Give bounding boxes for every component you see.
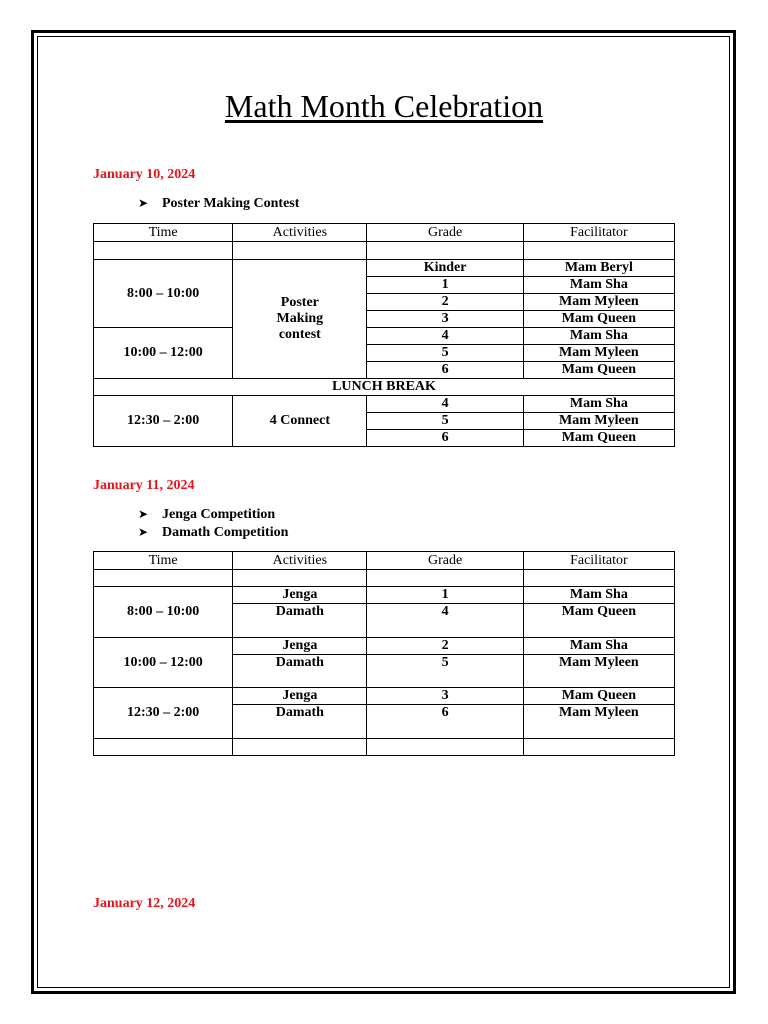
arrow-bullet-icon: ➤ — [138, 196, 149, 210]
table-row — [94, 260, 675, 277]
facilitator-cell: Mam Myleen — [523, 345, 674, 362]
header-facilitator: Facilitator — [523, 552, 674, 570]
grade-cell: 4 — [367, 604, 523, 638]
grade-cell: 5 — [367, 345, 523, 362]
grade-cell: 6 — [367, 430, 523, 447]
grade-cell: 6 — [367, 705, 523, 739]
header-grade: Grade — [367, 552, 523, 570]
table-row-empty — [94, 242, 675, 260]
facilitator-cell: Mam Myleen — [523, 655, 674, 688]
header-time: Time — [94, 224, 233, 242]
activity-cell: 4 Connect — [233, 396, 367, 447]
facilitator-cell: Mam Queen — [523, 604, 674, 638]
facilitator-cell: Mam Queen — [523, 430, 674, 447]
event-item: ➤ Poster Making Contest — [138, 196, 300, 211]
facilitator-cell: Mam Queen — [523, 362, 674, 379]
day1-event-list — [138, 194, 299, 212]
table-row — [94, 688, 675, 705]
time-cell: 8:00 – 10:00 — [94, 260, 233, 328]
header-activities: Activities — [233, 552, 367, 570]
facilitator-cell: Mam Myleen — [523, 294, 674, 311]
lunch-break-label: LUNCH BREAK — [94, 379, 675, 396]
table-row-empty — [94, 570, 675, 587]
facilitator-cell: Mam Sha — [523, 396, 674, 413]
table-row — [94, 396, 675, 413]
event-item: ➤ Damath Competition — [138, 525, 289, 540]
grade-cell: 1 — [367, 587, 523, 604]
lunch-break-row — [94, 379, 675, 396]
facilitator-cell: Mam Sha — [523, 638, 674, 655]
activity-cell: Damath — [233, 655, 367, 688]
time-cell: 10:00 – 12:00 — [94, 328, 233, 379]
time-cell: 8:00 – 10:00 — [94, 587, 233, 638]
table-header-row — [94, 552, 675, 570]
activity-cell: Poster Making contest — [233, 260, 367, 379]
header-time: Time — [94, 552, 233, 570]
grade-cell: 3 — [367, 311, 523, 328]
facilitator-cell: Mam Myleen — [523, 705, 674, 739]
header-grade: Grade — [367, 224, 523, 242]
table-row-empty — [94, 739, 675, 756]
activity-cell: Jenga — [233, 688, 367, 705]
grade-cell: 4 — [367, 396, 523, 413]
day2-date: January 11, 2024 — [93, 478, 195, 493]
table-row — [94, 587, 675, 604]
day3-date: January 12, 2024 — [93, 896, 196, 911]
grade-cell: 3 — [367, 688, 523, 705]
event-item: ➤ Jenga Competition — [138, 507, 276, 522]
grade-cell: 2 — [367, 638, 523, 655]
table-row — [94, 638, 675, 655]
facilitator-cell: Mam Beryl — [523, 260, 674, 277]
grade-cell: 4 — [367, 328, 523, 345]
grade-cell: Kinder — [367, 260, 523, 277]
time-cell: 12:30 – 2:00 — [94, 396, 233, 447]
grade-cell: 5 — [367, 413, 523, 430]
time-cell: 10:00 – 12:00 — [94, 638, 233, 688]
grade-cell: 6 — [367, 362, 523, 379]
grade-cell: 1 — [367, 277, 523, 294]
header-activities: Activities — [233, 224, 367, 242]
day1-schedule-table — [93, 223, 675, 447]
table-row — [94, 328, 675, 345]
grade-cell: 5 — [367, 655, 523, 688]
activity-cell: Jenga — [233, 587, 367, 604]
time-cell: 12:30 – 2:00 — [94, 688, 233, 739]
facilitator-cell: Mam Sha — [523, 587, 674, 604]
facilitator-cell: Mam Myleen — [523, 413, 674, 430]
arrow-bullet-icon: ➤ — [138, 507, 149, 521]
day1-date: January 10, 2024 — [93, 167, 196, 182]
activity-cell: Damath — [233, 705, 367, 739]
arrow-bullet-icon: ➤ — [138, 525, 149, 539]
day2-event-list — [138, 505, 288, 541]
facilitator-cell: Mam Queen — [523, 688, 674, 705]
facilitator-cell: Mam Queen — [523, 311, 674, 328]
grade-cell: 2 — [367, 294, 523, 311]
day2-schedule-table — [93, 551, 675, 756]
activity-cell: Jenga — [233, 638, 367, 655]
activity-cell: Damath — [233, 604, 367, 638]
page-title: Math Month Celebration — [224, 88, 544, 124]
header-facilitator: Facilitator — [523, 224, 674, 242]
facilitator-cell: Mam Sha — [523, 277, 674, 294]
table-header-row — [94, 224, 675, 242]
facilitator-cell: Mam Sha — [523, 328, 674, 345]
